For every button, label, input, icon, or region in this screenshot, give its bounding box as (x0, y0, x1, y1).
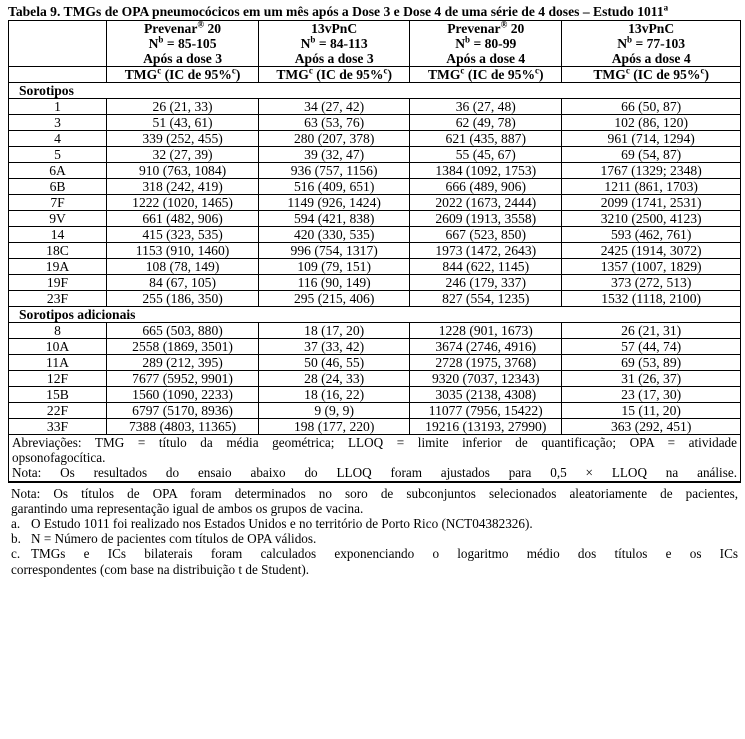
value-cell: 55 (45, 67) (410, 147, 562, 163)
header-empty-cell (9, 21, 107, 67)
serotype-cell: 19A (9, 259, 107, 275)
serotype-cell: 5 (9, 147, 107, 163)
table-row (9, 163, 741, 179)
table-row (9, 275, 741, 291)
value-cell: 62 (49, 78) (410, 115, 562, 131)
value-cell: 246 (179, 337) (410, 275, 562, 291)
table-row (9, 419, 741, 435)
value-cell: 280 (207, 378) (259, 131, 410, 147)
value-cell: 665 (503, 880) (107, 323, 259, 339)
table-title: Tabela 9. TMGs de OPA pneumocócicos em um mês após a Dose 3 e Dose 4 de uma série de 4 doses – Estudo 1011$^a$ (8, 2, 669, 19)
value-cell: 6797 (5170, 8936) (107, 403, 259, 419)
metric-col-3: TMG$^c$ (IC de 95%$^c$) (410, 67, 562, 83)
value-cell: 1384 (1092, 1753) (410, 163, 562, 179)
table-row (9, 211, 741, 227)
value-cell: 32 (27, 39) (107, 147, 259, 163)
value-cell: 39 (32, 47) (259, 147, 410, 163)
value-cell: 996 (754, 1317) (259, 243, 410, 259)
header-row (9, 21, 741, 67)
metric-col-4: TMG$^c$ (IC de 95%$^c$) (562, 67, 741, 83)
serotype-cell: 23F (9, 291, 107, 307)
opa-note: Nota: Os títulos de OPA foram determinados no soro de subconjuntos selecionados aleatoriamente de pacientes, (11, 485, 738, 501)
metric-row (9, 67, 741, 83)
serotype-cell: 1 (9, 99, 107, 115)
value-cell: 26 (21, 31) (562, 323, 741, 339)
value-cell: 1767 (1329; 2348) (562, 163, 741, 179)
value-cell: 661 (482, 906) (107, 211, 259, 227)
serotype-cell: 19F (9, 275, 107, 291)
value-cell: 31 (26, 37) (562, 371, 741, 387)
metric-empty-cell (9, 67, 107, 83)
table-row (9, 259, 741, 275)
serotype-cell: 4 (9, 131, 107, 147)
metric-col-1: TMG$^c$ (IC de 95%$^c$) (107, 67, 259, 83)
value-cell: 36 (27, 48) (410, 99, 562, 115)
value-cell: 1211 (861, 1703) (562, 179, 741, 195)
section-label: Sorotipos (9, 83, 741, 99)
serotype-cell: 8 (9, 323, 107, 339)
value-cell: 936 (757, 1156) (259, 163, 410, 179)
value-cell: 50 (46, 55) (259, 355, 410, 371)
table-row (9, 99, 741, 115)
table-row (9, 355, 741, 371)
value-cell: 19216 (13193, 27990) (410, 419, 562, 435)
serotype-cell: 22F (9, 403, 107, 419)
abbreviations-note-cont: opsonofagocítica. (12, 450, 106, 466)
serotype-cell: 9V (9, 211, 107, 227)
table-row (9, 339, 741, 355)
value-cell: 3210 (2500, 4123) (562, 211, 741, 227)
serotype-cell: 18C (9, 243, 107, 259)
value-cell: 57 (44, 74) (562, 339, 741, 355)
value-cell: 2728 (1975, 3768) (410, 355, 562, 371)
value-cell: 318 (242, 419) (107, 179, 259, 195)
abbreviations-note: Abreviações: TMG = título da média geométrica; LLOQ = limite inferior de quantificação; OPA = atividade (12, 435, 737, 450)
value-cell: 63 (53, 76) (259, 115, 410, 131)
value-cell: 295 (215, 406) (259, 291, 410, 307)
value-cell: 255 (186, 350) (107, 291, 259, 307)
value-cell: 26 (21, 33) (107, 99, 259, 115)
value-cell: 2558 (1869, 3501) (107, 339, 259, 355)
value-cell: 198 (177, 220) (259, 419, 410, 435)
header-col-2: 13vPnC $N^b = 84-113$ Após a dose 3 (259, 21, 410, 67)
notes-box (8, 435, 741, 483)
serotype-cell: 15B (9, 387, 107, 403)
table-row (9, 291, 741, 307)
value-cell: 1228 (901, 1673) (410, 323, 562, 339)
value-cell: 116 (90, 149) (259, 275, 410, 291)
section-row (9, 307, 741, 323)
value-cell: 28 (24, 33) (259, 371, 410, 387)
value-cell: 2022 (1673, 2444) (410, 195, 562, 211)
opa-gmt-table (8, 20, 741, 435)
serotype-cell: 3 (9, 115, 107, 131)
value-cell: 11077 (7956, 15422) (410, 403, 562, 419)
table-row (9, 131, 741, 147)
value-cell: 7677 (5952, 9901) (107, 371, 259, 387)
table-row (9, 227, 741, 243)
table-row (9, 387, 741, 403)
value-cell: 9320 (7037, 12343) (410, 371, 562, 387)
footnote-b: b. N = Número de pacientes com títulos de OPA válidos. (11, 531, 317, 547)
table-row (9, 403, 741, 419)
value-cell: 516 (409, 651) (259, 179, 410, 195)
value-cell: 961 (714, 1294) (562, 131, 741, 147)
footnote-a: a. O Estudo 1011 foi realizado nos Estados Unidos e no território de Porto Rico (NCT04382326). (11, 516, 533, 532)
document-page (8, 0, 741, 577)
table-row (9, 323, 741, 339)
value-cell: 2425 (1914, 3072) (562, 243, 741, 259)
table-row (9, 115, 741, 131)
serotype-cell: 6B (9, 179, 107, 195)
value-cell: 363 (292, 451) (562, 419, 741, 435)
value-cell: 1973 (1472, 2643) (410, 243, 562, 259)
value-cell: 18 (16, 22) (259, 387, 410, 403)
value-cell: 34 (27, 42) (259, 99, 410, 115)
lloq-note: Nota: Os resultados do ensaio abaixo do LLOQ foram ajustados para 0,5 × LLOQ na análise. (9, 465, 740, 481)
value-cell: 415 (323, 535) (107, 227, 259, 243)
value-cell: 2099 (1741, 2531) (562, 195, 741, 211)
table-row (9, 179, 741, 195)
serotype-cell: 14 (9, 227, 107, 243)
value-cell: 339 (252, 455) (107, 131, 259, 147)
value-cell: 1153 (910, 1460) (107, 243, 259, 259)
value-cell: 7388 (4803, 11365) (107, 419, 259, 435)
serotype-cell: 11A (9, 355, 107, 371)
value-cell: 666 (489, 906) (410, 179, 562, 195)
footnote-c-cont: correspondentes (com base na distribuição t de Student). (11, 561, 310, 577)
serotype-cell: 12F (9, 371, 107, 387)
value-cell: 827 (554, 1235) (410, 291, 562, 307)
table-row (9, 371, 741, 387)
value-cell: 109 (79, 151) (259, 259, 410, 275)
metric-col-2: TMG$^c$ (IC de 95%$^c$) (259, 67, 410, 83)
serotype-cell: 10A (9, 339, 107, 355)
value-cell: 844 (622, 1145) (410, 259, 562, 275)
value-cell: 23 (17, 30) (562, 387, 741, 403)
serotype-cell: 33F (9, 419, 107, 435)
opa-note-cont: garantindo uma representação igual de ambos os grupos de vacina. (11, 500, 364, 516)
value-cell: 420 (330, 535) (259, 227, 410, 243)
value-cell: 373 (272, 513) (562, 275, 741, 291)
value-cell: 667 (523, 850) (410, 227, 562, 243)
value-cell: 289 (212, 395) (107, 355, 259, 371)
value-cell: 51 (43, 61) (107, 115, 259, 131)
table-row (9, 195, 741, 211)
serotype-cell: 6A (9, 163, 107, 179)
value-cell: 66 (50, 87) (562, 99, 741, 115)
footnotes (8, 483, 741, 577)
table-row (9, 147, 741, 163)
value-cell: 102 (86, 120) (562, 115, 741, 131)
value-cell: 1149 (926, 1424) (259, 195, 410, 211)
section-row (9, 83, 741, 99)
value-cell: 18 (17, 20) (259, 323, 410, 339)
section-label: Sorotipos adicionais (9, 307, 741, 323)
value-cell: 84 (67, 105) (107, 275, 259, 291)
value-cell: 15 (11, 20) (562, 403, 741, 419)
header-col-3: Prevenar® 20 $N^b = 80-99$ Após a dose 4 (410, 21, 562, 67)
value-cell: 593 (462, 761) (562, 227, 741, 243)
value-cell: 3035 (2138, 4308) (410, 387, 562, 403)
value-cell: 2609 (1913, 3558) (410, 211, 562, 227)
serotype-cell: 7F (9, 195, 107, 211)
value-cell: 1222 (1020, 1465) (107, 195, 259, 211)
header-col-4: 13vPnC $N^b = 77-103$ Após a dose 4 (562, 21, 741, 67)
footnote-c: c. TMGs e ICs bilaterais foram calculados exponenciando o logaritmo médio dos títulos e os ICs (11, 546, 738, 562)
value-cell: 3674 (2746, 4916) (410, 339, 562, 355)
value-cell: 1532 (1118, 2100) (562, 291, 741, 307)
value-cell: 69 (54, 87) (562, 147, 741, 163)
value-cell: 910 (763, 1084) (107, 163, 259, 179)
value-cell: 621 (435, 887) (410, 131, 562, 147)
value-cell: 594 (421, 838) (259, 211, 410, 227)
header-col-1: Prevenar® 20 $N^b = 85-105$ Após a dose 3 (107, 21, 259, 67)
table-row (9, 243, 741, 259)
value-cell: 108 (78, 149) (107, 259, 259, 275)
value-cell: 9 (9, 9) (259, 403, 410, 419)
value-cell: 1357 (1007, 1829) (562, 259, 741, 275)
value-cell: 69 (53, 89) (562, 355, 741, 371)
value-cell: 1560 (1090, 2233) (107, 387, 259, 403)
value-cell: 37 (33, 42) (259, 339, 410, 355)
